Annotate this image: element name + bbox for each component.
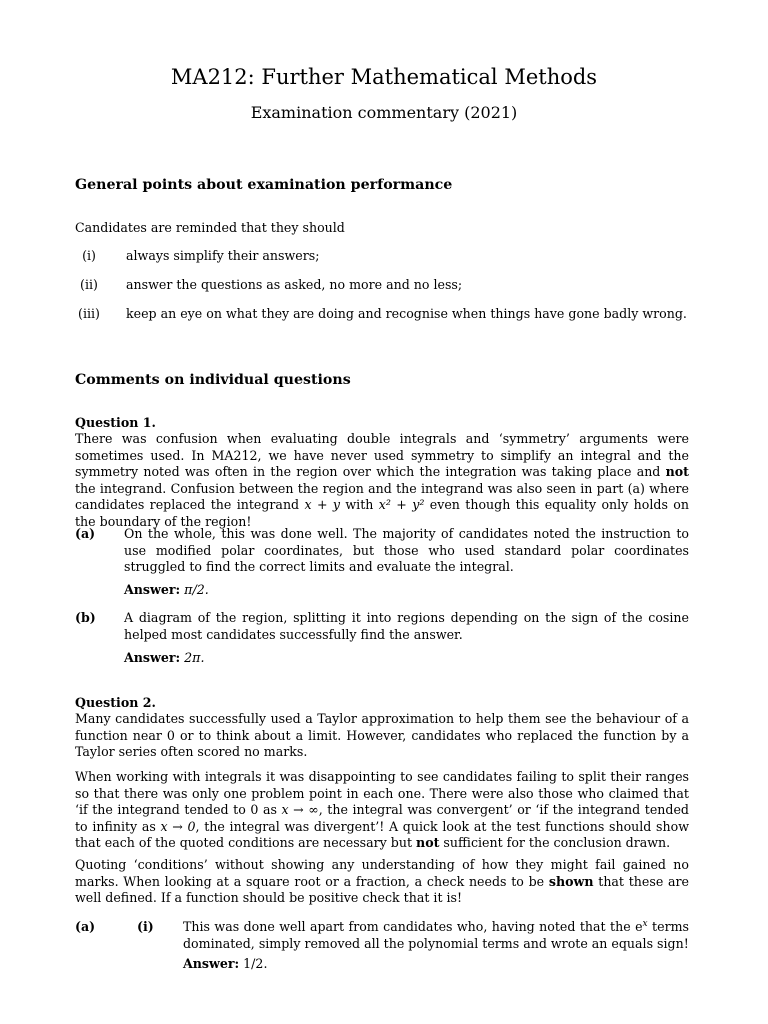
q2-part-a-label: (a)	[75, 919, 96, 934]
general-heading: General points about examination performance	[75, 177, 453, 193]
q1-text: with	[340, 497, 379, 512]
q1-part-a-text: On the whole, this was done well. The majority of candidates noted the instruction to use modified polar coordinates, but those who used standard polar coordinates struggled to find the correct limits and evaluate the integral.	[124, 526, 689, 574]
question-2-para-3	[75, 857, 689, 907]
document-title: MA212: Further Mathematical Methods	[170, 65, 598, 89]
question-2-para-2	[75, 769, 689, 852]
q1-math: x² + y²	[378, 497, 425, 512]
answer-label: Answer:	[183, 956, 240, 971]
q2-text: This was done well apart from candidates who, having noted that the e	[183, 919, 643, 934]
q2-text: terms dominated, simply removed all the polynomial terms and wrote an equals sign!	[183, 919, 689, 951]
q2-bold: shown	[548, 873, 594, 889]
comments-heading: Comments on individual questions	[75, 372, 351, 388]
q1-text: even though this equality only holds on the boundary of the region!	[75, 497, 689, 529]
q2-text: Quoting ‘conditions’ without showing any understanding of how they might fail gained no marks. When looking at a square root or a fraction, a check needs to be	[75, 857, 689, 889]
q2-math: x → ∞	[281, 802, 319, 817]
answer-value: 2π.	[184, 650, 205, 665]
question-1-intro	[75, 431, 689, 530]
general-item-text: keep an eye on what they are doing and recognise when things have gone badly wrong.	[126, 306, 687, 321]
question-2-heading: Question 2.	[75, 695, 156, 710]
q2-bold: not	[416, 835, 440, 850]
general-item-num: (i)	[82, 248, 96, 263]
general-item-num: (iii)	[78, 306, 100, 321]
q2-text: , the integral was divergent’! A quick look at the test functions should show that each of the quoted conditions are necessary but	[75, 818, 689, 850]
answer-label: Answer:	[124, 650, 181, 665]
q1-part-b-answer	[124, 650, 689, 667]
q1-text: There was confusion when evaluating double integrals and ‘symmetry’ arguments were sometimes used. In MA212, we have never used symmetry to simplify an integral and the symmetry noted was often in the region over which the integration was taking place and	[75, 431, 689, 479]
q1-math: x + y	[304, 497, 341, 512]
q2-part-a-i-label: (i)	[137, 919, 154, 934]
answer-label: Answer:	[124, 582, 181, 597]
q2-text: that these are well defined. If a function should be positive check that it is!	[75, 873, 689, 905]
q2-part-a-i-answer	[183, 956, 689, 973]
q2-math: x	[642, 918, 648, 929]
answer-value: 1/2.	[243, 956, 268, 971]
q1-part-a-answer	[124, 582, 689, 599]
q1-part-a-label: (a)	[75, 526, 96, 541]
q2-part-a-i-text	[183, 919, 689, 952]
answer-value: π/2.	[184, 582, 209, 597]
question-1-heading: Question 1.	[75, 415, 156, 430]
general-item-text: answer the questions as asked, no more and no less;	[126, 277, 463, 292]
general-item-text: always simplify their answers;	[126, 248, 320, 263]
question-2-para-1: Many candidates successfully used a Taylor approximation to help them see the behaviour of a function near 0 or to think about a limit. However, candidates who replaced the function by a Taylor series often scored no marks.	[75, 711, 689, 759]
q1-part-b-label: (b)	[75, 610, 96, 625]
q2-text: When working with integrals it was disappointing to see candidates failing to split their ranges so that there was only one problem point in each one. There were also those who claimed that ‘if the integrand tended to 0 as	[75, 769, 689, 817]
q2-math: x → 0	[160, 818, 196, 834]
general-intro: Candidates are reminded that they should	[75, 220, 345, 235]
document-subtitle: Examination commentary (2021)	[250, 103, 518, 122]
general-item-num: (ii)	[80, 277, 98, 292]
q2-text: , the integral was convergent’ or ‘if the integrand tended to infinity as	[75, 802, 689, 834]
q2-text: sufficient for the conclusion drawn.	[439, 835, 671, 850]
q1-bold: not	[665, 464, 689, 479]
q1-text: the integrand. Confusion between the region and the integrand was also seen in part (a) where candidates replaced the integrand	[75, 480, 689, 512]
q1-part-b-text: A diagram of the region, splitting it into regions depending on the sign of the cosine helped most candidates successfully find the answer.	[124, 610, 689, 642]
